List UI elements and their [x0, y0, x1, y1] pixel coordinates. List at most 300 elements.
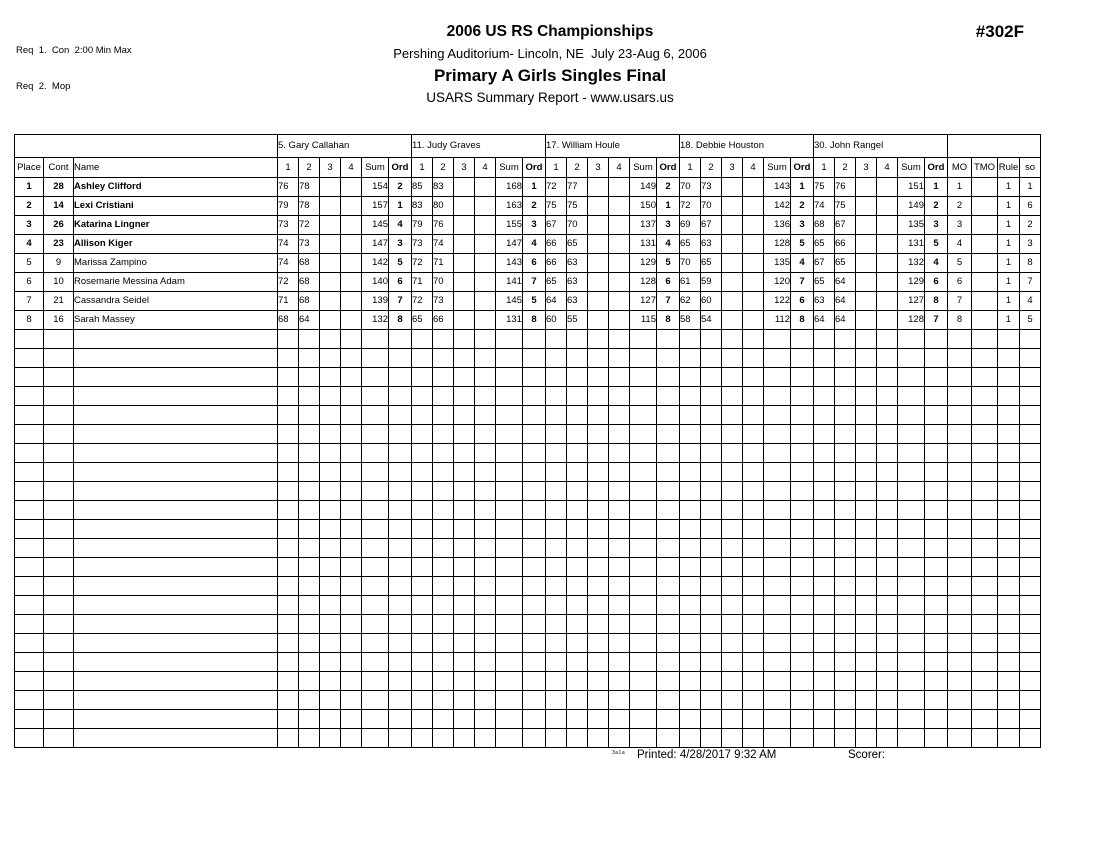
cell-empty [278, 330, 299, 349]
cell-empty [44, 368, 74, 387]
cell-empty [1020, 406, 1041, 425]
cell-j3-ord: 6 [657, 273, 680, 292]
table-row-empty[interactable] [15, 691, 1041, 710]
cell-empty [74, 691, 278, 710]
cell-empty [1020, 615, 1041, 634]
cell-empty [998, 539, 1020, 558]
cell-empty [743, 558, 764, 577]
cell-j4-2: 60 [701, 292, 722, 311]
cell-empty [814, 501, 835, 520]
cell-empty [657, 577, 680, 596]
cell-empty [523, 634, 546, 653]
cell-empty [743, 482, 764, 501]
band-right-spacer [948, 135, 1041, 158]
cell-j3-2: 75 [567, 197, 588, 216]
cell-j2-1: 65 [412, 311, 433, 330]
cell-empty [44, 558, 74, 577]
cell-empty [925, 406, 948, 425]
cell-empty [475, 672, 496, 691]
cell-empty [609, 520, 630, 539]
cell-empty [701, 387, 722, 406]
table-row-empty[interactable] [15, 539, 1041, 558]
cell-empty [341, 501, 362, 520]
cell-empty [835, 387, 856, 406]
cell-empty [496, 710, 523, 729]
cell-empty [972, 482, 998, 501]
cell-empty [657, 463, 680, 482]
cell-empty [320, 710, 341, 729]
cell-empty [609, 501, 630, 520]
cell-empty [925, 539, 948, 558]
cell-j1-1: 72 [278, 273, 299, 292]
cell-empty [630, 501, 657, 520]
cell-empty [1020, 482, 1041, 501]
cell-empty [74, 634, 278, 653]
cell-j5-sum: 149 [898, 197, 925, 216]
cell-empty [925, 349, 948, 368]
cell-empty [496, 615, 523, 634]
cell-empty [898, 710, 925, 729]
cell-empty [701, 425, 722, 444]
cell-empty [362, 539, 389, 558]
cell-j2-2: 74 [433, 235, 454, 254]
cell-empty [44, 729, 74, 748]
cell-empty [588, 615, 609, 634]
column-header-j5-4: 4 [877, 158, 898, 178]
cell-empty [948, 710, 972, 729]
table-row-empty[interactable] [15, 729, 1041, 748]
cell-empty [299, 349, 320, 368]
cell-tmo [972, 197, 998, 216]
cell-empty [546, 463, 567, 482]
cell-empty [389, 463, 412, 482]
cell-empty [546, 634, 567, 653]
cell-empty [791, 425, 814, 444]
cell-j5-4 [877, 197, 898, 216]
cell-empty [546, 501, 567, 520]
column-header-j1-2: 2 [299, 158, 320, 178]
cell-empty [588, 330, 609, 349]
cell-empty [362, 558, 389, 577]
cell-empty [743, 387, 764, 406]
cell-empty [433, 634, 454, 653]
cell-empty [299, 425, 320, 444]
cell-j5-2: 65 [835, 254, 856, 273]
cell-empty [389, 349, 412, 368]
cell-empty [341, 482, 362, 501]
cell-empty [454, 406, 475, 425]
cell-empty [341, 387, 362, 406]
cell-j5-3 [856, 254, 877, 273]
cell-empty [523, 691, 546, 710]
cell-j5-1: 67 [814, 254, 835, 273]
cell-empty [546, 520, 567, 539]
cell-empty [341, 330, 362, 349]
cell-empty [299, 444, 320, 463]
cell-empty [588, 539, 609, 558]
table-row[interactable] [15, 197, 1041, 216]
cell-empty [1020, 501, 1041, 520]
cell-empty [856, 691, 877, 710]
cell-empty [791, 710, 814, 729]
cell-j2-4 [475, 216, 496, 235]
table-row[interactable] [15, 216, 1041, 235]
cell-empty [15, 577, 44, 596]
cell-j5-3 [856, 197, 877, 216]
cell-j3-3 [588, 197, 609, 216]
cell-j1-2: 64 [299, 311, 320, 330]
table-row-empty[interactable] [15, 710, 1041, 729]
cell-empty [475, 444, 496, 463]
cell-empty [814, 558, 835, 577]
cell-empty [791, 691, 814, 710]
cell-empty [389, 710, 412, 729]
column-header-j3-4: 4 [609, 158, 630, 178]
cell-empty [44, 520, 74, 539]
cell-empty [475, 729, 496, 748]
cell-empty [630, 577, 657, 596]
cell-empty [475, 425, 496, 444]
cell-empty [546, 710, 567, 729]
cell-empty [791, 729, 814, 748]
cell-empty [657, 558, 680, 577]
cell-empty [412, 710, 433, 729]
cell-empty [74, 539, 278, 558]
cell-j2-1: 73 [412, 235, 433, 254]
cell-mo: 8 [948, 311, 972, 330]
cell-empty [764, 558, 791, 577]
cell-empty [44, 501, 74, 520]
cell-empty [362, 710, 389, 729]
table-row-empty[interactable] [15, 520, 1041, 539]
cell-empty [722, 387, 743, 406]
cell-empty [743, 520, 764, 539]
cell-empty [701, 558, 722, 577]
table-row-empty[interactable] [15, 558, 1041, 577]
cell-j2-sum: 143 [496, 254, 523, 273]
cell-empty [701, 729, 722, 748]
table-row-empty[interactable] [15, 615, 1041, 634]
table-row[interactable] [15, 273, 1041, 292]
cell-empty [320, 463, 341, 482]
column-header-j5-1: 1 [814, 158, 835, 178]
cell-empty [609, 710, 630, 729]
column-header-j2-ord: Ord [523, 158, 546, 178]
table-row-empty[interactable] [15, 653, 1041, 672]
cell-empty [898, 653, 925, 672]
cell-j3-4 [609, 178, 630, 197]
cell-empty [764, 387, 791, 406]
column-header-j3-1: 1 [546, 158, 567, 178]
cell-empty [15, 539, 44, 558]
cell-empty [362, 729, 389, 748]
cell-j4-2: 54 [701, 311, 722, 330]
cell-j3-2: 63 [567, 273, 588, 292]
cell-j1-3 [320, 273, 341, 292]
cell-empty [657, 368, 680, 387]
table-row[interactable] [15, 292, 1041, 311]
cell-empty [764, 653, 791, 672]
cell-empty [341, 672, 362, 691]
cell-empty [389, 406, 412, 425]
cell-so: 4 [1020, 292, 1041, 311]
cell-empty [523, 672, 546, 691]
cell-empty [389, 558, 412, 577]
cell-empty [764, 330, 791, 349]
cell-empty [998, 444, 1020, 463]
cell-contestant-number: 28 [44, 178, 74, 197]
cell-empty [877, 710, 898, 729]
cell-j4-4 [743, 254, 764, 273]
cell-empty [680, 368, 701, 387]
column-header-j1-4: 4 [341, 158, 362, 178]
cell-j1-1: 68 [278, 311, 299, 330]
cell-empty [743, 539, 764, 558]
cell-empty [657, 349, 680, 368]
cell-empty [764, 463, 791, 482]
cell-j2-ord: 8 [523, 311, 546, 330]
cell-empty [320, 672, 341, 691]
cell-empty [877, 463, 898, 482]
table-row-empty[interactable] [15, 634, 1041, 653]
table-row-empty[interactable] [15, 444, 1041, 463]
cell-empty [835, 444, 856, 463]
cell-empty [701, 501, 722, 520]
table-row-empty[interactable] [15, 501, 1041, 520]
cell-empty [680, 672, 701, 691]
cell-empty [877, 634, 898, 653]
cell-empty [972, 501, 998, 520]
cell-empty [925, 653, 948, 672]
cell-empty [454, 330, 475, 349]
cell-empty [362, 444, 389, 463]
table-row-empty[interactable] [15, 368, 1041, 387]
cell-j1-3 [320, 311, 341, 330]
table-row-empty[interactable] [15, 577, 1041, 596]
column-header-j5-2: 2 [835, 158, 856, 178]
cell-j1-1: 71 [278, 292, 299, 311]
cell-empty [814, 672, 835, 691]
table-row-empty[interactable] [15, 387, 1041, 406]
cell-empty [998, 425, 1020, 444]
cell-mo: 7 [948, 292, 972, 311]
cell-empty [722, 558, 743, 577]
cell-empty [341, 615, 362, 634]
table-row[interactable] [15, 235, 1041, 254]
cell-empty [743, 615, 764, 634]
cell-empty [588, 596, 609, 615]
table-row-empty[interactable] [15, 406, 1041, 425]
judge-header-2: 11. Judy Graves [412, 135, 546, 158]
cell-empty [657, 539, 680, 558]
cell-j2-3 [454, 254, 475, 273]
cell-empty [1020, 729, 1041, 748]
cell-empty [998, 558, 1020, 577]
column-header-j4-3: 3 [722, 158, 743, 178]
cell-empty [898, 463, 925, 482]
cell-empty [925, 482, 948, 501]
cell-empty [454, 596, 475, 615]
cell-empty [412, 653, 433, 672]
cell-empty [454, 463, 475, 482]
table-row-empty[interactable] [15, 596, 1041, 615]
cell-empty [791, 387, 814, 406]
cell-j4-3 [722, 235, 743, 254]
cell-empty [454, 615, 475, 634]
cell-j4-1: 61 [680, 273, 701, 292]
cell-empty [74, 406, 278, 425]
cell-empty [278, 634, 299, 653]
cell-place: 3 [15, 216, 44, 235]
cell-empty [764, 615, 791, 634]
cell-empty [877, 406, 898, 425]
table-row[interactable] [15, 311, 1041, 330]
cell-empty [567, 539, 588, 558]
cell-empty [898, 729, 925, 748]
cell-empty [722, 653, 743, 672]
cell-empty [1020, 691, 1041, 710]
cell-empty [496, 463, 523, 482]
cell-j5-3 [856, 273, 877, 292]
cell-j4-2: 63 [701, 235, 722, 254]
cell-j4-3 [722, 311, 743, 330]
table-row[interactable] [15, 178, 1041, 197]
cell-j5-4 [877, 254, 898, 273]
cell-j5-3 [856, 311, 877, 330]
cell-j4-2: 73 [701, 178, 722, 197]
table-row-empty[interactable] [15, 349, 1041, 368]
table-row-empty[interactable] [15, 482, 1041, 501]
cell-empty [898, 634, 925, 653]
cell-j2-1: 72 [412, 254, 433, 273]
cell-empty [814, 482, 835, 501]
cell-empty [523, 406, 546, 425]
cell-empty [680, 463, 701, 482]
cell-rule: 1 [998, 197, 1020, 216]
cell-empty [74, 501, 278, 520]
cell-empty [433, 425, 454, 444]
cell-empty [925, 501, 948, 520]
column-header-j3-sum: Sum [630, 158, 657, 178]
cell-empty [764, 577, 791, 596]
cell-j2-ord: 1 [523, 178, 546, 197]
table-row-empty[interactable] [15, 425, 1041, 444]
cell-empty [412, 482, 433, 501]
cell-empty [722, 710, 743, 729]
cell-j1-2: 78 [299, 197, 320, 216]
cell-empty [657, 444, 680, 463]
cell-empty [362, 349, 389, 368]
cell-empty [856, 406, 877, 425]
cell-contestant-number: 10 [44, 273, 74, 292]
table-row-empty[interactable] [15, 463, 1041, 482]
cell-empty [657, 672, 680, 691]
cell-empty [496, 444, 523, 463]
cell-j3-1: 64 [546, 292, 567, 311]
cell-empty [320, 387, 341, 406]
cell-empty [701, 710, 722, 729]
cell-contestant-number: 16 [44, 311, 74, 330]
cell-j1-sum: 139 [362, 292, 389, 311]
cell-empty [1020, 444, 1041, 463]
cell-j3-1: 72 [546, 178, 567, 197]
cell-empty [835, 539, 856, 558]
cell-empty [523, 368, 546, 387]
cell-empty [523, 444, 546, 463]
cell-empty [433, 520, 454, 539]
table-row-empty[interactable] [15, 672, 1041, 691]
cell-empty [814, 330, 835, 349]
cell-j5-1: 65 [814, 235, 835, 254]
cell-empty [998, 577, 1020, 596]
cell-empty [475, 520, 496, 539]
cell-empty [680, 482, 701, 501]
cell-j1-ord: 8 [389, 311, 412, 330]
cell-empty [609, 330, 630, 349]
cell-empty [454, 368, 475, 387]
column-header-j1-3: 3 [320, 158, 341, 178]
cell-empty [15, 406, 44, 425]
cell-empty [925, 710, 948, 729]
cell-j5-4 [877, 235, 898, 254]
cell-empty [972, 558, 998, 577]
cell-empty [389, 729, 412, 748]
cell-empty [496, 482, 523, 501]
cell-empty [546, 729, 567, 748]
cell-empty [320, 425, 341, 444]
cell-empty [722, 444, 743, 463]
cell-j1-4 [341, 216, 362, 235]
cell-empty [898, 558, 925, 577]
cell-empty [523, 349, 546, 368]
cell-empty [433, 596, 454, 615]
cell-empty [722, 482, 743, 501]
cell-empty [523, 596, 546, 615]
cell-empty [567, 330, 588, 349]
cell-empty [680, 387, 701, 406]
cell-empty [998, 406, 1020, 425]
cell-j5-ord: 1 [925, 178, 948, 197]
cell-j4-3 [722, 292, 743, 311]
cell-empty [433, 615, 454, 634]
cell-empty [320, 615, 341, 634]
cell-empty [877, 558, 898, 577]
cell-empty [588, 463, 609, 482]
cell-empty [389, 653, 412, 672]
cell-empty [701, 349, 722, 368]
cell-mo: 2 [948, 197, 972, 216]
cell-empty [972, 387, 998, 406]
cell-j1-ord: 6 [389, 273, 412, 292]
cell-empty [74, 672, 278, 691]
cell-empty [278, 653, 299, 672]
cell-j2-ord: 7 [523, 273, 546, 292]
cell-empty [362, 672, 389, 691]
column-header-j1-1: 1 [278, 158, 299, 178]
cell-empty [15, 615, 44, 634]
cell-empty [680, 729, 701, 748]
cell-empty [588, 501, 609, 520]
cell-empty [44, 577, 74, 596]
cell-empty [412, 463, 433, 482]
cell-mo: 1 [948, 178, 972, 197]
cell-empty [320, 406, 341, 425]
cell-j3-3 [588, 292, 609, 311]
cell-j2-sum: 155 [496, 216, 523, 235]
table-row-empty[interactable] [15, 330, 1041, 349]
table-row[interactable] [15, 254, 1041, 273]
cell-empty [412, 387, 433, 406]
